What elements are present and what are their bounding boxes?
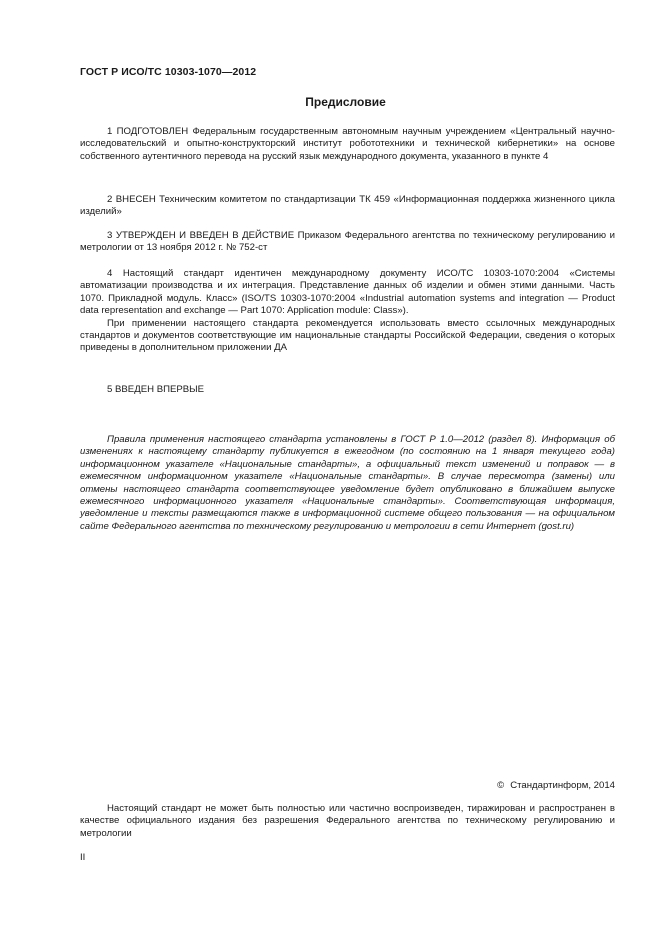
application-notice [80, 434, 615, 533]
foreword-item-4 [80, 268, 615, 355]
foreword-item-4-text: 4 Настоящий стандарт идентичен международному документу ИСО/ТС 10303-1070:2004 «Системы автоматизации производства и их интеграция. Представление данных об изделии и обмен этими данными. Часть 1070. Прикладной модуль. Класс» (ISO/TS 10303-1070:2004 «Industrial automation systems and integration — Product data representation and exchange — Part 1070: Application module: Class»). [80, 268, 615, 317]
foreword-item-3 [80, 230, 615, 255]
rights-notice [80, 803, 615, 840]
copyright-text: Стандартинформ, 2014 [510, 780, 615, 791]
page-title: Предисловие [305, 95, 386, 109]
copyright-icon: © [497, 780, 505, 791]
document-header: ГОСТ Р ИСО/ТС 10303-1070—2012 [80, 66, 257, 78]
copyright [497, 780, 615, 791]
rights-notice-text: Настоящий стандарт не может быть полностью или частично воспроизведен, тиражирован и распространен в качестве официального издания без разрешения Федерального агентства по техническому регулированию и метрологии [80, 803, 615, 839]
foreword-item-2 [80, 194, 615, 219]
foreword-item-2-text: 2 ВНЕСЕН Техническим комитетом по стандартизации ТК 459 «Информационная поддержка жизненного цикла изделий» [80, 194, 615, 218]
foreword-item-4-note: При применении настоящего стандарта рекомендуется использовать вместо ссылочных международных стандартов и документов соответствующие им национальные стандарты Российской Федерации, сведения о которых приведены в дополнительном приложении ДА [80, 317, 615, 354]
foreword-item-5-text: 5 ВВЕДЕН ВПЕРВЫЕ [107, 384, 205, 395]
application-notice-text: Правила применения настоящего стандарта установлены в ГОСТ Р 1.0—2012 (раздел 8). Информация об изменениях к настоящему стандарту публикуется в ежегодном (по состоянию на 1 января текущего года) информационном указателе «Национальные стандарты», а официальный текст изменений и поправок — в ежемесячном информационном указателе «Национальные стандарты». В случае пересмотра (замены) или отмены настоящего стандарта соответствующее уведомление будет опубликовано в ближайшем выпуске ежемесячного информационного указателя «Национальные стандарты». Соответствующая информация, уведомление и тексты размещаются также в информационной системе общего пользования — на официальном сайте Федерального агентства по техническому регулированию и метрологии в сети Интернет (gost.ru) [80, 434, 615, 532]
foreword-item-1 [80, 126, 615, 163]
foreword-item-5 [80, 384, 615, 396]
foreword-item-1-text: 1 ПОДГОТОВЛЕН Федеральным государственным автономным научным учреждением «Центральный научно-исследовательский и опытно-конструкторский институт робототехники и технической кибернетики» на основе собственного аутентичного перевода на русский язык международного документа, указанного в пункте 4 [80, 126, 615, 162]
foreword-item-3-text: 3 УТВЕРЖДЕН И ВВЕДЕН В ДЕЙСТВИЕ Приказом Федерального агентства по техническому регулированию и метрологии от 13 ноября 2012 г. № 752-ст [80, 230, 615, 254]
page-number: II [80, 852, 86, 863]
